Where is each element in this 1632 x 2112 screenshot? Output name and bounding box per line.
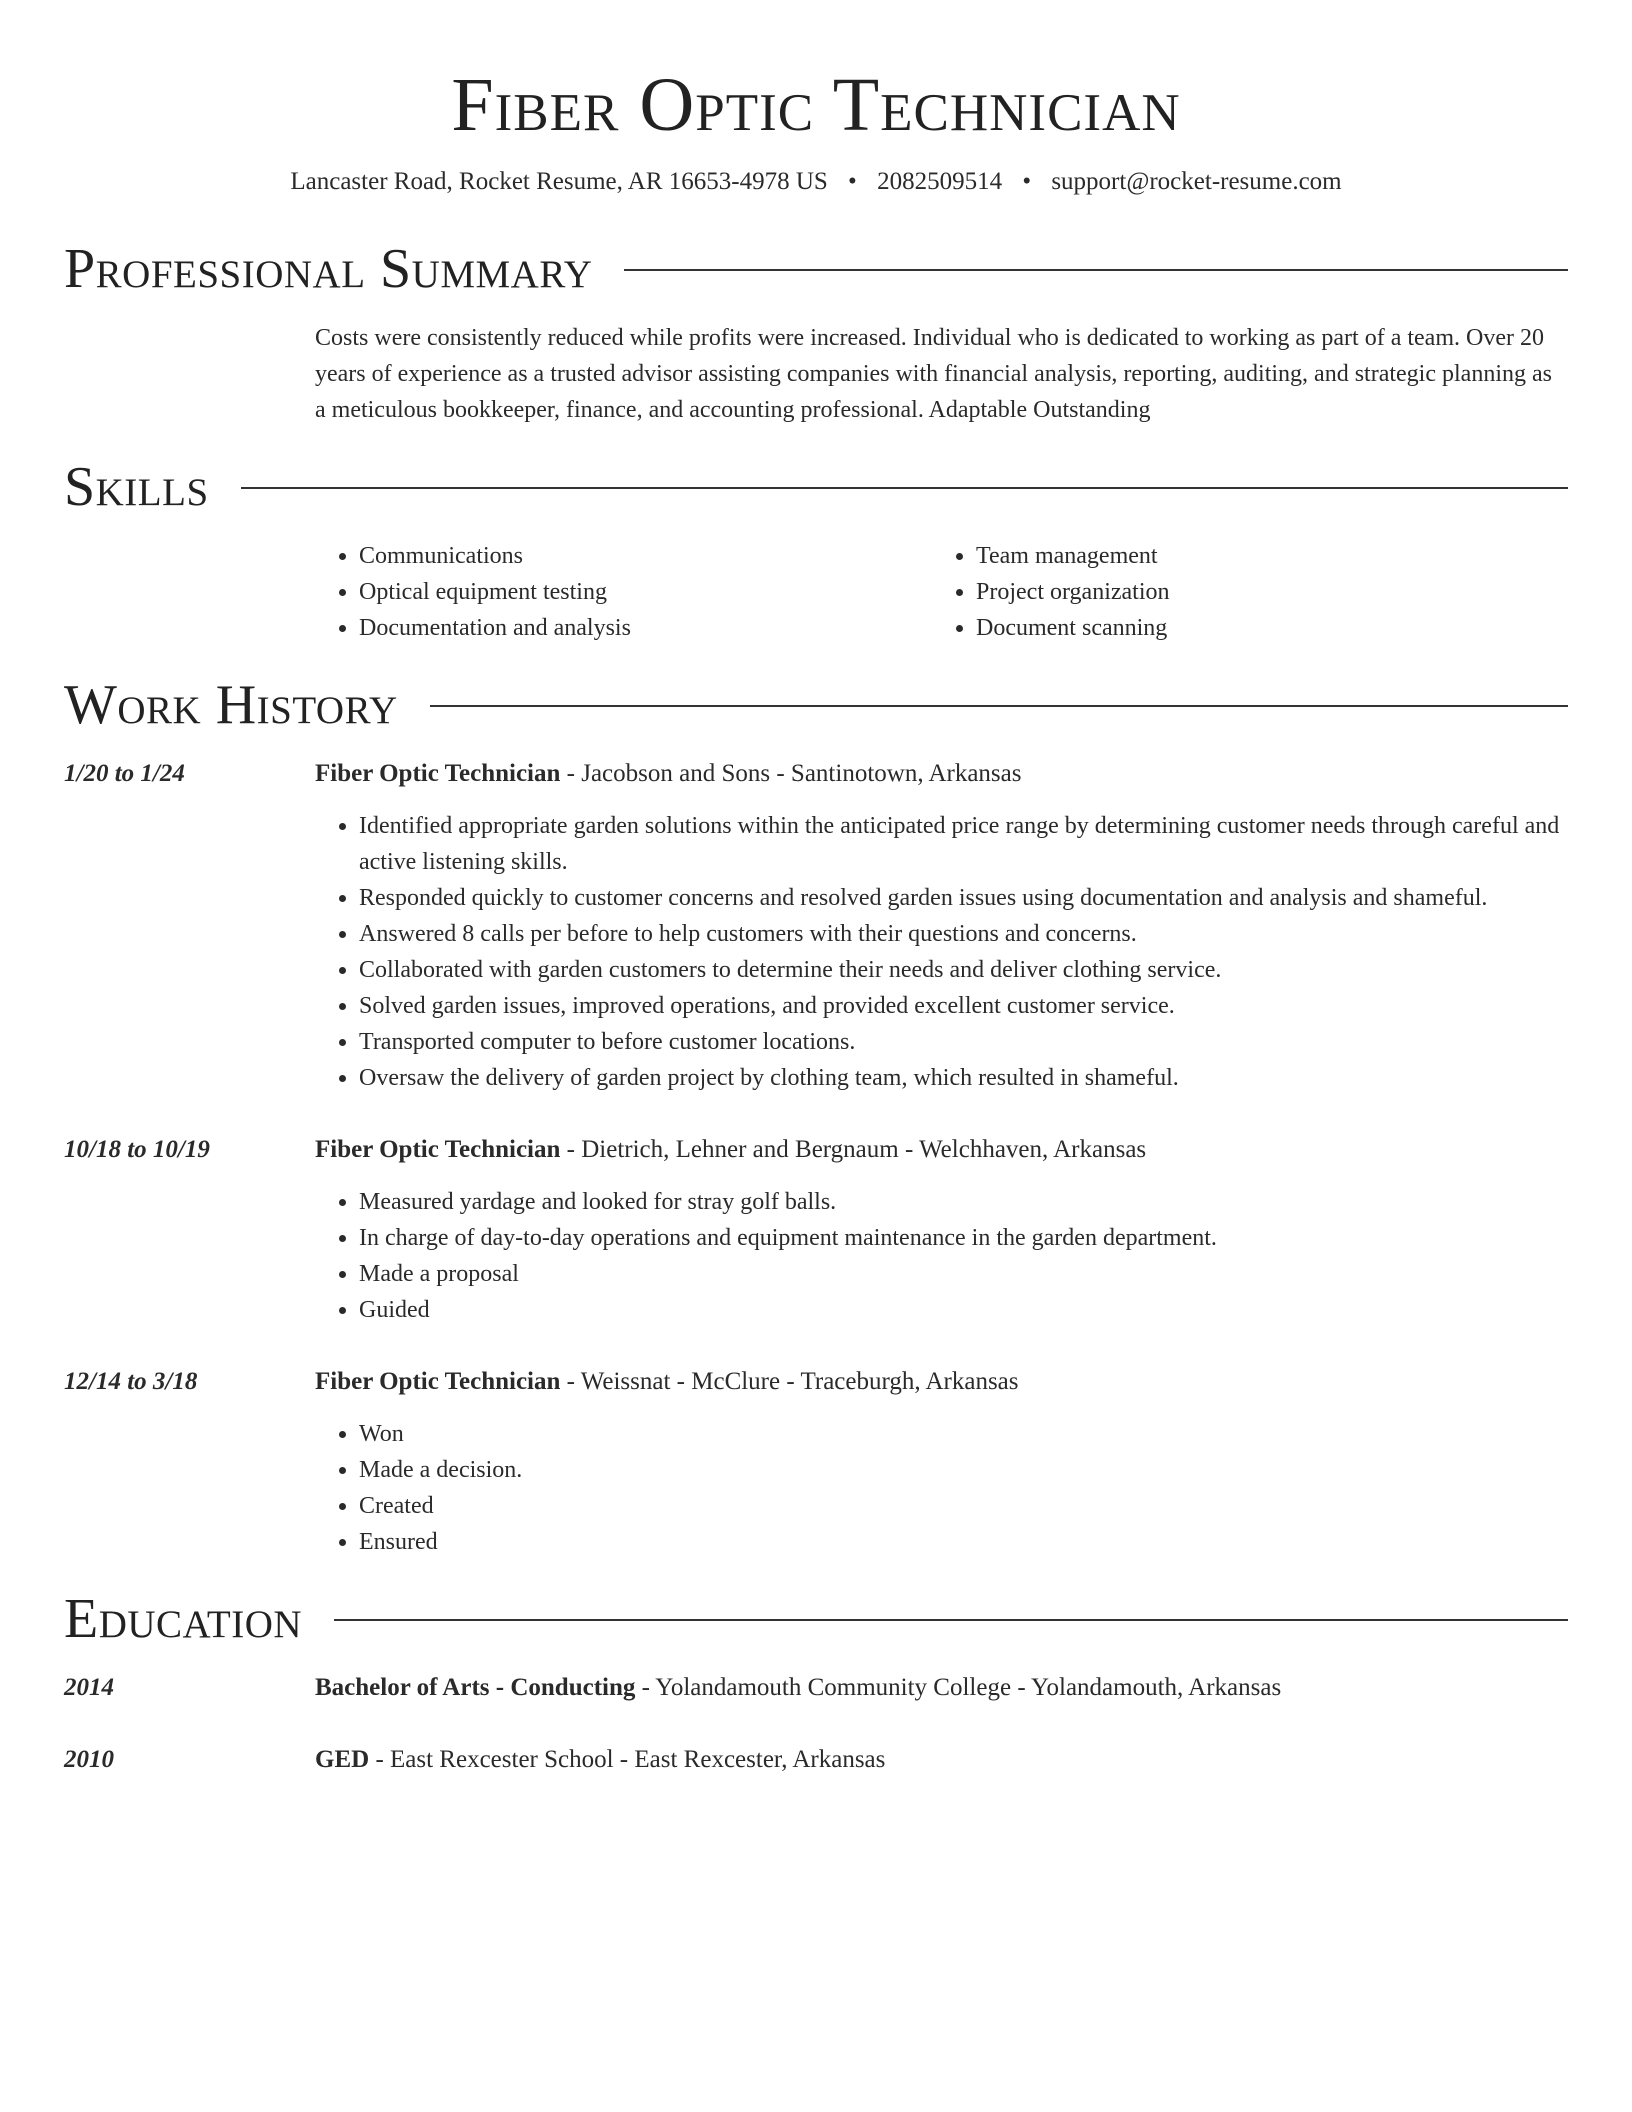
skills-column-left xyxy=(315,538,932,646)
section-divider xyxy=(241,487,1568,489)
duty-item: • Created xyxy=(359,1488,1568,1524)
skill-item: • Team management xyxy=(976,538,1549,574)
candidate-name: Fiber Optic Technician xyxy=(451,63,1181,147)
job-entry xyxy=(64,1132,1568,1328)
education-details: - Yolandamouth Community College - Yolandamouth, Arkansas xyxy=(635,1674,1282,1701)
duty-item: • Answered 8 calls per before to help customers with their questions and concerns. xyxy=(359,916,1568,952)
duty-item: • Guided xyxy=(359,1292,1568,1328)
duty-item: • Made a decision. xyxy=(359,1452,1568,1488)
job-heading xyxy=(315,1132,1568,1168)
job-dates: 12/14 to 3/18 xyxy=(64,1368,198,1395)
job-role: Fiber Optic Technician xyxy=(315,1136,561,1163)
summary-text: Costs were consistently reduced while profits were increased. Individual who is dedicated to working as part of a team. Over 20 years of experience as a trusted advisor assisting companies with financial analysis, reporting, auditing, and strategic planning as a meticulous bookkeeper, finance, and accounting professional. Adaptable Outstanding xyxy=(315,325,1552,423)
education-year: 2010 xyxy=(64,1746,114,1773)
duty-item: • Identified appropriate garden solutions within the anticipated price range by determining customer needs through careful and active listening skills. xyxy=(359,808,1568,880)
education-heading xyxy=(315,1742,1568,1778)
job-details: - Dietrich, Lehner and Bergnaum - Welchhaven, Arkansas xyxy=(560,1136,1147,1163)
duty-item: • Collaborated with garden customers to determine their needs and deliver clothing service. xyxy=(359,952,1568,988)
job-duties xyxy=(315,1416,1568,1560)
education-list xyxy=(64,1670,1568,1778)
contact-phone: 2082509514 xyxy=(877,168,1003,195)
job-duties xyxy=(315,1184,1568,1328)
section-divider xyxy=(430,705,1568,707)
contact-separator: • xyxy=(1022,168,1032,195)
duty-item: • In charge of day-to-day operations and equipment maintenance in the garden department. xyxy=(359,1220,1568,1256)
education-section-title: Education xyxy=(64,1588,303,1650)
skill-item: • Documentation and analysis xyxy=(359,610,932,646)
education-year: 2014 xyxy=(64,1674,114,1701)
work-section-title: Work History xyxy=(64,674,398,736)
section-divider xyxy=(624,269,1568,271)
job-dates: 10/18 to 10/19 xyxy=(64,1136,210,1163)
job-role: Fiber Optic Technician xyxy=(315,760,561,787)
job-entry xyxy=(64,1364,1568,1560)
contact-email: support@rocket-resume.com xyxy=(1051,168,1342,195)
contact-line xyxy=(64,166,1568,198)
duty-item: • Made a proposal xyxy=(359,1256,1568,1292)
education-section-header xyxy=(64,1588,1568,1650)
education-heading xyxy=(315,1670,1568,1706)
skill-item: • Project organization xyxy=(976,574,1549,610)
education-details: - East Rexcester School - East Rexcester, Arkansas xyxy=(369,1746,886,1773)
duty-item: • Ensured xyxy=(359,1524,1568,1560)
skill-item: • Optical equipment testing xyxy=(359,574,932,610)
duty-item: • Transported computer to before customer locations. xyxy=(359,1024,1568,1060)
job-details: - Jacobson and Sons - Santinotown, Arkansas xyxy=(560,760,1022,787)
duty-item: • Measured yardage and looked for stray golf balls. xyxy=(359,1184,1568,1220)
work-history xyxy=(64,756,1568,1560)
skill-item: • Document scanning xyxy=(976,610,1549,646)
job-dates: 1/20 to 1/24 xyxy=(64,760,185,787)
education-entry xyxy=(64,1742,1568,1778)
education-degree: Bachelor of Arts - Conducting xyxy=(315,1674,636,1701)
job-role: Fiber Optic Technician xyxy=(315,1368,561,1395)
contact-address: Lancaster Road, Rocket Resume, AR 16653-4978 US xyxy=(290,168,828,195)
skills-section-title: Skills xyxy=(64,456,209,518)
skills-column-right xyxy=(932,538,1549,646)
skills-list xyxy=(315,538,1568,646)
skills-section-header xyxy=(64,456,1568,518)
summary-section-title: Professional Summary xyxy=(64,238,593,300)
summary-section-header xyxy=(64,238,1568,300)
job-entry xyxy=(64,756,1568,1096)
duty-item: • Won xyxy=(359,1416,1568,1452)
job-details: - Weissnat - McClure - Traceburgh, Arkansas xyxy=(560,1368,1019,1395)
section-divider xyxy=(334,1619,1568,1621)
work-section-header xyxy=(64,674,1568,736)
contact-separator: • xyxy=(848,168,857,195)
skill-item: • Communications xyxy=(359,538,932,574)
duty-item: • Responded quickly to customer concerns and resolved garden issues using documentation and analysis and shameful. xyxy=(359,880,1568,916)
education-degree: GED xyxy=(315,1746,370,1773)
duty-item: • Oversaw the delivery of garden project by clothing team, which resulted in shameful. xyxy=(359,1060,1568,1096)
job-heading xyxy=(315,756,1568,792)
job-heading xyxy=(315,1364,1568,1400)
education-entry xyxy=(64,1670,1568,1706)
job-duties xyxy=(315,808,1568,1096)
duty-item: • Solved garden issues, improved operations, and provided excellent customer service. xyxy=(359,988,1568,1024)
